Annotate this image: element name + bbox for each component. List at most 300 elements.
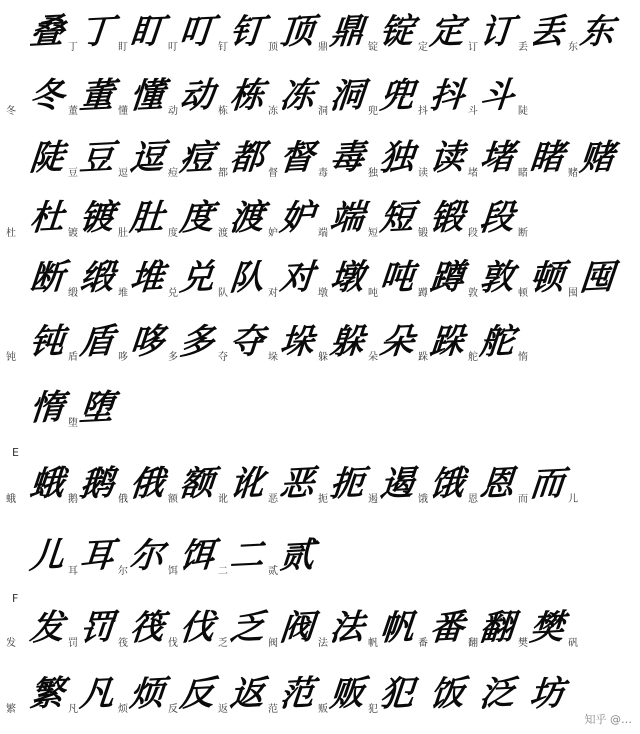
calligraphy-char: 冻 [278, 75, 316, 117]
char-pair [180, 10, 228, 62]
standard-char: 翻 [468, 638, 478, 649]
char-pair [80, 534, 128, 586]
calligraphy-char: 惰 [28, 387, 66, 429]
calligraphy-char: 多 [178, 321, 216, 363]
char-pair [330, 196, 378, 248]
char-pair [130, 10, 178, 62]
standard-char: 冻 [268, 106, 278, 117]
standard-char: 恩 [468, 494, 478, 505]
standard-char: 钝 [6, 352, 16, 363]
calligraphy-char: 毒 [328, 137, 366, 179]
char-pair [180, 74, 228, 126]
char-pair [480, 462, 528, 514]
calligraphy-char: 俄 [128, 463, 166, 505]
calligraphy-char: 锭 [378, 11, 416, 53]
calligraphy-char: 吨 [378, 257, 416, 299]
calligraphy-char: 哆 [128, 321, 166, 363]
standard-char: 舵 [468, 352, 478, 363]
standard-char: 镀 [68, 228, 78, 239]
char-pair [530, 606, 578, 658]
standard-char: 盯 [118, 42, 128, 53]
standard-char: 端 [318, 228, 328, 239]
standard-char: 饵 [168, 566, 178, 577]
standard-char: 逗 [118, 168, 128, 179]
calligraphy-row [0, 462, 640, 514]
char-pair [230, 256, 278, 308]
standard-char: 返 [218, 704, 228, 715]
calligraphy-char: 杜 [28, 197, 66, 239]
char-pair [480, 74, 528, 126]
char-pair [230, 462, 278, 514]
char-pair [280, 196, 328, 248]
calligraphy-char: 动 [178, 75, 216, 117]
char-pair [530, 10, 578, 62]
standard-char: 丁 [68, 42, 78, 53]
standard-char: 墩 [318, 288, 328, 299]
standard-char: 洞 [318, 106, 328, 117]
calligraphy-char: 督 [278, 137, 316, 179]
standard-char: 罚 [68, 638, 78, 649]
char-pair [480, 256, 528, 308]
standard-char: 丢 [518, 42, 528, 53]
calligraphy-char: 短 [378, 197, 416, 239]
calligraphy-row [0, 256, 640, 308]
calligraphy-char: 顿 [528, 257, 566, 299]
standard-char: 惰 [518, 352, 528, 363]
calligraphy-char: 队 [228, 257, 266, 299]
calligraphy-char: 罚 [78, 607, 116, 649]
calligraphy-char: 抖 [428, 75, 466, 117]
standard-char: 遏 [368, 494, 378, 505]
char-pair [30, 606, 78, 658]
char-pair [430, 320, 478, 372]
calligraphy-char: 翻 [478, 607, 516, 649]
standard-char: 樊 [518, 638, 528, 649]
standard-char: 钉 [218, 42, 228, 53]
standard-char: 鹅 [68, 494, 78, 505]
calligraphy-char: 尔 [128, 535, 166, 577]
char-pair [430, 462, 478, 514]
char-pair [130, 74, 178, 126]
char-pair [430, 10, 478, 62]
calligraphy-char: 返 [228, 673, 266, 715]
calligraphy-char: 逗 [128, 137, 166, 179]
calligraphy-char: 锻 [428, 197, 466, 239]
calligraphy-char: 垛 [278, 321, 316, 363]
char-pair [330, 74, 378, 126]
char-pair [80, 74, 128, 126]
standard-char: 敦 [468, 288, 478, 299]
calligraphy-char: 段 [478, 197, 516, 239]
char-pair [380, 10, 428, 62]
standard-char: 范 [268, 704, 278, 715]
standard-char: 发 [6, 638, 16, 649]
calligraphy-row [0, 320, 640, 372]
calligraphy-char: 恩 [478, 463, 516, 505]
char-pair [180, 462, 228, 514]
char-pair [480, 196, 528, 248]
char-pair [380, 462, 428, 514]
calligraphy-char: 洞 [328, 75, 366, 117]
char-pair [230, 74, 278, 126]
calligraphy-char: 蛾 [28, 463, 66, 505]
calligraphy-char: 躲 [328, 321, 366, 363]
char-pair [330, 10, 378, 62]
calligraphy-char: 恶 [278, 463, 316, 505]
standard-char: 阀 [268, 638, 278, 649]
char-pair [330, 136, 378, 188]
calligraphy-char: 陡 [28, 137, 66, 179]
char-pair [480, 672, 528, 724]
calligraphy-char: 儿 [28, 535, 66, 577]
char-pair [430, 136, 478, 188]
standard-char: 独 [368, 168, 378, 179]
standard-char: 垛 [268, 352, 278, 363]
standard-char: 番 [418, 638, 428, 649]
standard-char: 队 [218, 288, 228, 299]
standard-char: 豆 [68, 168, 78, 179]
standard-char: 跺 [418, 352, 428, 363]
calligraphy-char: 讹 [228, 463, 266, 505]
standard-char: 儿 [568, 494, 578, 505]
calligraphy-char: 帆 [378, 607, 416, 649]
char-pair [280, 10, 328, 62]
standard-char: 筏 [118, 638, 128, 649]
calligraphy-char: 饵 [178, 535, 216, 577]
standard-char: 堕 [68, 418, 78, 429]
calligraphy-char: 镀 [78, 197, 116, 239]
char-pair [380, 672, 428, 724]
standard-char: 堵 [468, 168, 478, 179]
char-pair [80, 386, 128, 438]
standard-char: 订 [468, 42, 478, 53]
char-pair [30, 136, 78, 188]
standard-char: 二 [218, 566, 228, 577]
calligraphy-char: 烦 [128, 673, 166, 715]
char-pair [330, 462, 378, 514]
calligraphy-char: 而 [528, 463, 566, 505]
char-pair [480, 606, 528, 658]
standard-char: 锭 [368, 42, 378, 53]
char-pair [80, 136, 128, 188]
char-pair [30, 462, 78, 514]
char-pair [280, 256, 328, 308]
standard-char: 短 [368, 228, 378, 239]
calligraphy-char: 二 [228, 535, 266, 577]
calligraphy-char: 坊 [528, 673, 566, 715]
char-pair [80, 10, 128, 62]
char-pair [280, 534, 328, 586]
char-pair [130, 256, 178, 308]
char-pair [230, 534, 278, 586]
char-pair [330, 672, 378, 724]
calligraphy-char: 兜 [378, 75, 416, 117]
calligraphy-char: 冬 [28, 75, 66, 117]
calligraphy-char: 乏 [228, 607, 266, 649]
char-pair [530, 136, 578, 188]
char-pair [130, 462, 178, 514]
calligraphy-char: 睹 [528, 137, 566, 179]
standard-char: 渡 [218, 228, 228, 239]
standard-char: 读 [418, 168, 428, 179]
char-pair [180, 136, 228, 188]
char-pair [280, 136, 328, 188]
char-pair [180, 256, 228, 308]
standard-char: 叮 [168, 42, 178, 53]
char-pair [180, 320, 228, 372]
calligraphy-char: 赌 [578, 137, 616, 179]
calligraphy-char: 反 [178, 673, 216, 715]
calligraphy-char: 贩 [328, 673, 366, 715]
calligraphy-char: 鼎 [328, 11, 366, 53]
calligraphy-row [0, 606, 640, 658]
standard-char: 懂 [118, 106, 128, 117]
char-pair [430, 606, 478, 658]
standard-char: 扼 [318, 494, 328, 505]
calligraphy-char: 端 [328, 197, 366, 239]
standard-char: 兑 [168, 288, 178, 299]
calligraphy-char: 都 [228, 137, 266, 179]
char-pair [230, 320, 278, 372]
standard-char: 贩 [318, 704, 328, 715]
calligraphy-char: 度 [178, 197, 216, 239]
standard-char: 凡 [68, 704, 78, 715]
calligraphy-char: 叮 [178, 11, 216, 53]
char-pair [380, 136, 428, 188]
calligraphy-char: 兑 [178, 257, 216, 299]
standard-char: 对 [268, 288, 278, 299]
calligraphy-char: 范 [278, 673, 316, 715]
standard-char: 缎 [68, 288, 78, 299]
standard-char: 而 [518, 494, 528, 505]
calligraphy-row [0, 10, 640, 62]
standard-char: 盾 [68, 352, 78, 363]
calligraphy-row [0, 196, 640, 248]
calligraphy-char: 豆 [78, 137, 116, 179]
calligraphy-char: 缎 [78, 257, 116, 299]
standard-char: 蹲 [418, 288, 428, 299]
char-pair [380, 74, 428, 126]
char-pair [480, 10, 528, 62]
calligraphy-char: 肚 [128, 197, 166, 239]
standard-char: 动 [168, 106, 178, 117]
calligraphy-char: 董 [78, 75, 116, 117]
char-pair [530, 462, 578, 514]
calligraphy-char: 发 [28, 607, 66, 649]
standard-char: 犯 [368, 704, 378, 715]
standard-char: 吨 [368, 288, 378, 299]
standard-char: 杜 [6, 228, 16, 239]
standard-char: 督 [268, 168, 278, 179]
char-pair [130, 534, 178, 586]
calligraphy-char: 樊 [528, 607, 566, 649]
char-pair [230, 196, 278, 248]
calligraphy-char: 蹲 [428, 257, 466, 299]
char-pair [230, 672, 278, 724]
char-pair [380, 320, 428, 372]
char-pair [330, 256, 378, 308]
char-pair [430, 196, 478, 248]
standard-char: 乏 [218, 638, 228, 649]
calligraphy-char: 敦 [478, 257, 516, 299]
calligraphy-char: 堵 [478, 137, 516, 179]
standard-char: 贰 [268, 566, 278, 577]
char-pair [130, 320, 178, 372]
char-pair [130, 606, 178, 658]
char-pair [530, 672, 578, 724]
char-pair [280, 672, 328, 724]
calligraphy-char: 朵 [378, 321, 416, 363]
calligraphy-char: 扼 [328, 463, 366, 505]
standard-char: 哆 [118, 352, 128, 363]
standard-char: 法 [318, 638, 328, 649]
calligraphy-char: 丁 [78, 11, 116, 53]
standard-char: 毒 [318, 168, 328, 179]
char-pair [580, 136, 628, 188]
calligraphy-char: 法 [328, 607, 366, 649]
calligraphy-char: 跺 [428, 321, 466, 363]
calligraphy-char: 墩 [328, 257, 366, 299]
calligraphy-row [0, 74, 640, 126]
char-pair [280, 74, 328, 126]
calligraphy-char: 渡 [228, 197, 266, 239]
char-pair [280, 462, 328, 514]
calligraphy-char: 独 [378, 137, 416, 179]
calligraphy-char: 东 [578, 11, 616, 53]
standard-char: 尔 [118, 566, 128, 577]
standard-char: 定 [418, 42, 428, 53]
char-pair [80, 196, 128, 248]
char-pair [430, 672, 478, 724]
char-pair [130, 196, 178, 248]
calligraphy-char: 订 [478, 11, 516, 53]
calligraphy-char: 断 [28, 257, 66, 299]
standard-char: 东 [568, 42, 578, 53]
calligraphy-char: 定 [428, 11, 466, 53]
standard-char: 兜 [368, 106, 378, 117]
calligraphy-char: 番 [428, 607, 466, 649]
standard-char: 都 [218, 168, 228, 179]
char-pair [380, 256, 428, 308]
char-pair [230, 10, 278, 62]
standard-char: 冬 [6, 106, 16, 117]
char-pair [130, 136, 178, 188]
calligraphy-char: 盾 [78, 321, 116, 363]
calligraphy-char: 额 [178, 463, 216, 505]
char-pair [230, 136, 278, 188]
calligraphy-char: 筏 [128, 607, 166, 649]
char-pair [480, 320, 528, 372]
standard-char: 断 [518, 228, 528, 239]
section-letter-f: F [12, 592, 19, 605]
char-pair [30, 534, 78, 586]
standard-char: 董 [68, 106, 78, 117]
calligraphy-char: 遏 [378, 463, 416, 505]
char-pair [580, 256, 628, 308]
standard-char: 栋 [218, 106, 228, 117]
calligraphy-char: 懂 [128, 75, 166, 117]
standard-char: 锻 [418, 228, 428, 239]
calligraphy-char: 阀 [278, 607, 316, 649]
calligraphy-char: 堆 [128, 257, 166, 299]
char-pair [430, 74, 478, 126]
standard-char: 恶 [268, 494, 278, 505]
calligraphy-char: 钉 [228, 11, 266, 53]
char-pair [30, 386, 78, 438]
standard-char: 抖 [418, 106, 428, 117]
standard-char: 反 [168, 704, 178, 715]
calligraphy-char: 钝 [28, 321, 66, 363]
char-pair [180, 606, 228, 658]
char-pair [80, 320, 128, 372]
standard-char: 饿 [418, 494, 428, 505]
standard-char: 顶 [268, 42, 278, 53]
standard-char: 肚 [118, 228, 128, 239]
standard-char: 赌 [568, 168, 578, 179]
char-pair [80, 462, 128, 514]
standard-char: 朵 [368, 352, 378, 363]
char-pair [130, 672, 178, 724]
standard-char: 耳 [68, 566, 78, 577]
watermark: 知乎 @… [581, 710, 637, 728]
char-pair [230, 606, 278, 658]
standard-char: 度 [168, 228, 178, 239]
calligraphy-char: 栋 [228, 75, 266, 117]
standard-char: 夺 [218, 352, 228, 363]
calligraphy-char: 伐 [178, 607, 216, 649]
char-pair [330, 606, 378, 658]
char-pair [430, 256, 478, 308]
char-pair [280, 606, 328, 658]
standard-char: 帆 [368, 638, 378, 649]
section-letter-e: E [12, 446, 19, 459]
calligraphy-char: 痘 [178, 137, 216, 179]
char-pair [480, 136, 528, 188]
calligraphy-row [0, 672, 640, 724]
char-pair [30, 320, 78, 372]
char-pair [280, 320, 328, 372]
calligraphy-row [0, 136, 640, 188]
char-pair [530, 256, 578, 308]
standard-char: 繁 [6, 704, 16, 715]
standard-char: 斗 [468, 106, 478, 117]
standard-char: 囤 [568, 288, 578, 299]
char-pair [180, 534, 228, 586]
standard-char: 蛾 [6, 494, 16, 505]
calligraphy-char: 繁 [28, 673, 66, 715]
standard-char: 烦 [118, 704, 128, 715]
char-pair [380, 196, 428, 248]
calligraphy-char: 妒 [278, 197, 316, 239]
calligraphy-row [0, 386, 640, 438]
char-pair [380, 606, 428, 658]
calligraphy-char: 饭 [428, 673, 466, 715]
calligraphy-char: 贰 [278, 535, 316, 577]
char-pair [180, 196, 228, 248]
calligraphy-char: 犯 [378, 673, 416, 715]
calligraphy-char: 斗 [478, 75, 516, 117]
calligraphy-row [0, 534, 640, 586]
calligraphy-char: 舵 [478, 321, 516, 363]
standard-char: 鼎 [318, 42, 328, 53]
char-pair [80, 672, 128, 724]
standard-char: 睹 [518, 168, 528, 179]
standard-char: 顿 [518, 288, 528, 299]
calligraphy-char: 凡 [78, 673, 116, 715]
calligraphy-char: 叠 [28, 11, 66, 53]
standard-char: 躲 [318, 352, 328, 363]
standard-char: 痘 [168, 168, 178, 179]
